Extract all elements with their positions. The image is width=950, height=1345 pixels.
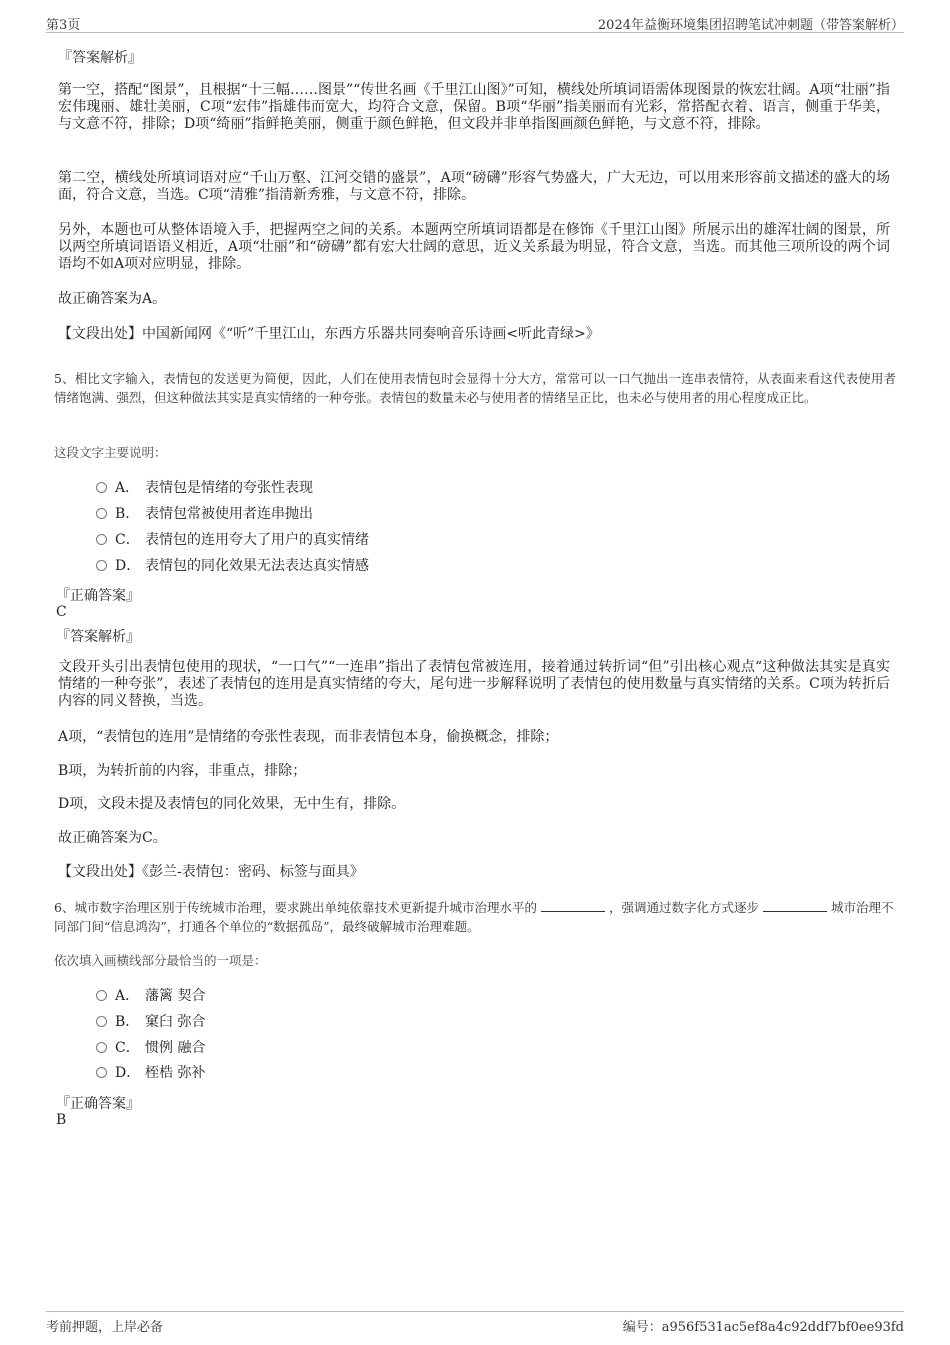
q4-analysis-heading: 『答案解析』 (58, 50, 142, 66)
option-text: 惯例 融合 (145, 1040, 206, 1056)
q6-option-b[interactable] (96, 1012, 205, 1032)
document-title: 2024年益衡环境集团招聘笔试冲刺题（带答案解析） (597, 18, 904, 33)
q4-source: 【文段出处】中国新闻网《“听”千里江山，东西方乐器共同奏响音乐诗画<听此青绿>》 (58, 326, 600, 342)
q6-answer-heading: 『正确答案』 (56, 1096, 140, 1112)
option-text: 表情包的连用夸大了用户的真实情绪 (145, 532, 369, 548)
radio-icon[interactable] (96, 482, 107, 493)
q6-answer: B (56, 1112, 67, 1128)
q6-question-text (54, 898, 896, 936)
q5-source: 【文段出处】《彭兰-表情包：密码、标签与面具》 (58, 864, 364, 880)
fill-blank-1 (541, 899, 605, 912)
radio-icon[interactable] (96, 1067, 107, 1078)
option-text: 表情包常被使用者连串抛出 (145, 506, 313, 522)
option-letter: D． (115, 1065, 141, 1081)
page-header (46, 12, 904, 33)
q6-question-part-1: 6、城市数字治理区别于传统城市治理，要求跳出单纯依靠技术更新提升城市治理水平的 (54, 900, 537, 915)
option-text: 表情包的同化效果无法表达真实情感 (145, 558, 369, 574)
q4-analysis-paragraph-3: 另外，本题也可从整体语境入手，把握两空之间的关系。本题两空所填词语都是在修饰《千里江山图》所展示出的雄浑壮阔的图景，所以两空所填词语语义相近，A项“壮丽”和“磅礴”都有宏大壮阔的意思，近义关系最为明显，符合文意，当选。而其他三项所设的两个词语均不如A项对应明显，排除。 (58, 222, 890, 272)
option-letter: C． (115, 532, 140, 548)
option-letter: C． (115, 1040, 140, 1056)
fill-blank-2 (763, 899, 827, 912)
footer-slogan: 考前押题，上岸必备 (46, 1320, 164, 1335)
q6-option-c[interactable] (96, 1038, 205, 1058)
q5-option-a[interactable] (96, 478, 313, 498)
q5-answer: C (56, 604, 67, 620)
q5-analysis-paragraph-2: A项，“表情包的连用”是情绪的夸张性表现，而非表情包本身，偷换概念，排除； (58, 729, 559, 745)
q5-analysis-paragraph-3: B项，为转折前的内容，非重点，排除； (58, 763, 307, 779)
q5-option-d[interactable] (96, 556, 369, 576)
q6-option-a[interactable] (96, 986, 205, 1006)
radio-icon[interactable] (96, 1042, 107, 1053)
option-letter: D． (115, 558, 141, 574)
q5-analysis-heading: 『答案解析』 (56, 629, 140, 645)
option-text: 窠臼 弥合 (145, 1014, 206, 1030)
q5-analysis-paragraph-1: 文段开头引出表情包使用的现状，“一口气”“一连串”指出了表情包常被连用，接着通过转折词“但”引出核心观点“这种做法其实是真实情绪的一种夸张”，表述了表情包的连用是真实情绪的夸大，尾句进一步解释说明了表情包的使用数量与真实情绪的关系。C项为转折后内容的同义替换，当选。 (58, 659, 890, 709)
q5-analysis-paragraph-4: D项，文段未提及表情包的同化效果，无中生有，排除。 (58, 796, 406, 812)
document-code: 编号：a956f531ac5ef8a4c92ddf7bf0ee93fd (622, 1320, 904, 1335)
q4-conclusion: 故正确答案为A。 (58, 291, 167, 307)
q6-prompt: 依次填入画横线部分最恰当的一项是： (54, 953, 267, 968)
q5-answer-heading: 『正确答案』 (56, 588, 140, 604)
option-text: 藩篱 契合 (145, 988, 206, 1004)
q4-analysis-paragraph-2: 第二空，横线处所填词语对应“千山万壑、江河交错的盛景”，A项“磅礴”形容气势盛大，广大无边，可以用来形容前文描述的盛大的场面，符合文意，当选。C项“清雅”指清新秀雅，与文意不符，排除。 (58, 170, 890, 203)
radio-icon[interactable] (96, 990, 107, 1001)
q6-option-d[interactable] (96, 1063, 205, 1083)
q6-question-part-3: 城市治理不同部门间“信息鸿沟”，打通各个单位的“数据孤岛”，最终破解城市治理难题。 (54, 900, 894, 934)
radio-icon[interactable] (96, 508, 107, 519)
q5-option-b[interactable] (96, 504, 313, 524)
q5-option-c[interactable] (96, 530, 369, 550)
radio-icon[interactable] (96, 560, 107, 571)
q5-question-text: 5、相比文字输入，表情包的发送更为简便，因此，人们在使用表情包时会显得十分大方，常常可以一口气抛出一连串表情符，从表面来看这代表使用者情绪饱满、强烈，但这种做法其实是真实情绪的一种夸张。表情包的数量未必与使用者的情绪呈正比，也未必与使用者的用心程度成正比。 (54, 371, 896, 405)
radio-icon[interactable] (96, 1016, 107, 1027)
option-text: 表情包是情绪的夸张性表现 (145, 480, 313, 496)
q5-prompt: 这段文字主要说明： (54, 445, 167, 460)
radio-icon[interactable] (96, 534, 107, 545)
option-letter: A． (115, 988, 140, 1004)
option-text: 桎梏 弥补 (145, 1065, 206, 1081)
option-letter: B． (115, 1014, 140, 1030)
q4-analysis-paragraph-1: 第一空，搭配“图景”，且根据“十三幅……图景”“传世名画《千里江山图》”可知，横线处所填词语需体现图景的恢宏壮阔。A项“壮丽”指宏伟瑰丽、雄壮美丽，C项“宏伟”指雄伟而宽大，均符合文意，保留。B项“华丽”指美丽而有光彩，常搭配衣着、语言，侧重于华美，与文意不符，排除；D项“绮丽”指鲜艳美丽，侧重于颜色鲜艳，但文段并非单指图画颜色鲜艳，与文意不符，排除。 (58, 82, 890, 132)
q5-conclusion: 故正确答案为C。 (58, 830, 167, 846)
option-letter: A． (115, 480, 140, 496)
page-footer (46, 1311, 904, 1336)
page-number: 第3页 (46, 18, 81, 33)
q6-question-part-2: ，强调通过数字化方式逐步 (608, 900, 759, 915)
option-letter: B． (115, 506, 140, 522)
